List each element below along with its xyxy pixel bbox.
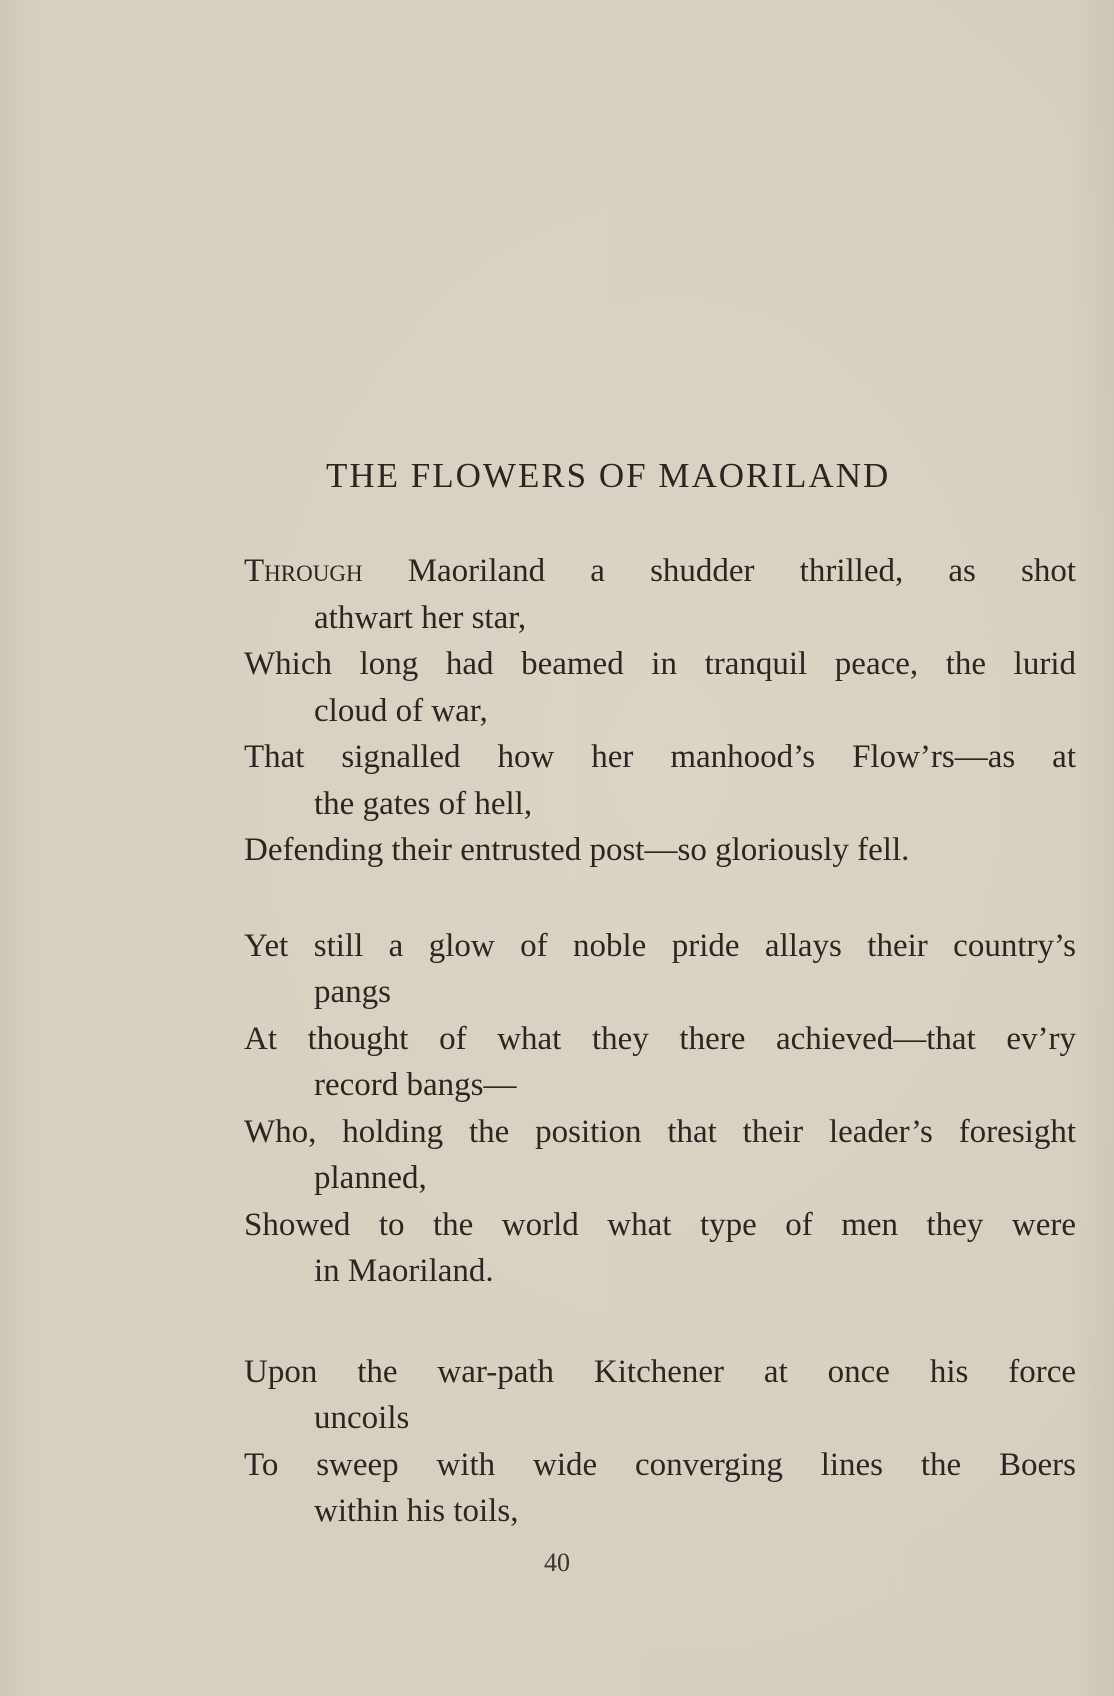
poem-line-continuation: athwart her star,	[314, 599, 527, 636]
page-number: 40	[544, 1548, 570, 1577]
poem-line: At thought of what they there achieved—that ev’ry	[244, 1020, 1076, 1057]
poem-line-continuation: in Maoriland.	[314, 1253, 494, 1289]
poem-line: That signalled how her manhood’s Flow’rs—as at	[244, 739, 1076, 775]
poem-body	[244, 548, 1076, 1584]
poem-line-continuation: within his toils,	[314, 1493, 519, 1529]
poem-title: THE FLOWERS OF MAORILAND	[326, 456, 891, 495]
poem-line-continuation: record bangs—	[314, 1067, 517, 1103]
stanza-1	[244, 548, 1076, 874]
line-text: Maoriland a shudder thrilled, as shot	[362, 553, 1076, 589]
drop-word: Through	[244, 553, 363, 589]
stanza-3	[244, 1349, 1076, 1535]
poem-line: Yet still a glow of noble pride allays their country’s	[244, 927, 1076, 964]
poem-line-continuation: the gates of hell,	[314, 785, 533, 822]
poem-line-continuation: cloud of war,	[314, 692, 488, 729]
poem-line-continuation: uncoils	[314, 1400, 410, 1436]
poem-line	[244, 548, 1076, 595]
poem-line: Which long had beamed in tranquil peace, the lurid	[244, 646, 1076, 682]
poem-line: Who, holding the position that their leader’s foresight	[244, 1113, 1076, 1150]
poem-line: Upon the war-path Kitchener at once his force	[244, 1353, 1076, 1390]
poem-line: To sweep with wide converging lines the Boers	[244, 1446, 1076, 1483]
poem-line: Showed to the world what type of men they were	[244, 1206, 1076, 1243]
stanza-2	[244, 923, 1076, 1295]
poem-line-continuation: pangs	[314, 974, 391, 1010]
poem-line: Defending their entrusted post—so gloriously fell.	[244, 832, 910, 868]
poem-line-continuation: planned,	[314, 1160, 427, 1196]
